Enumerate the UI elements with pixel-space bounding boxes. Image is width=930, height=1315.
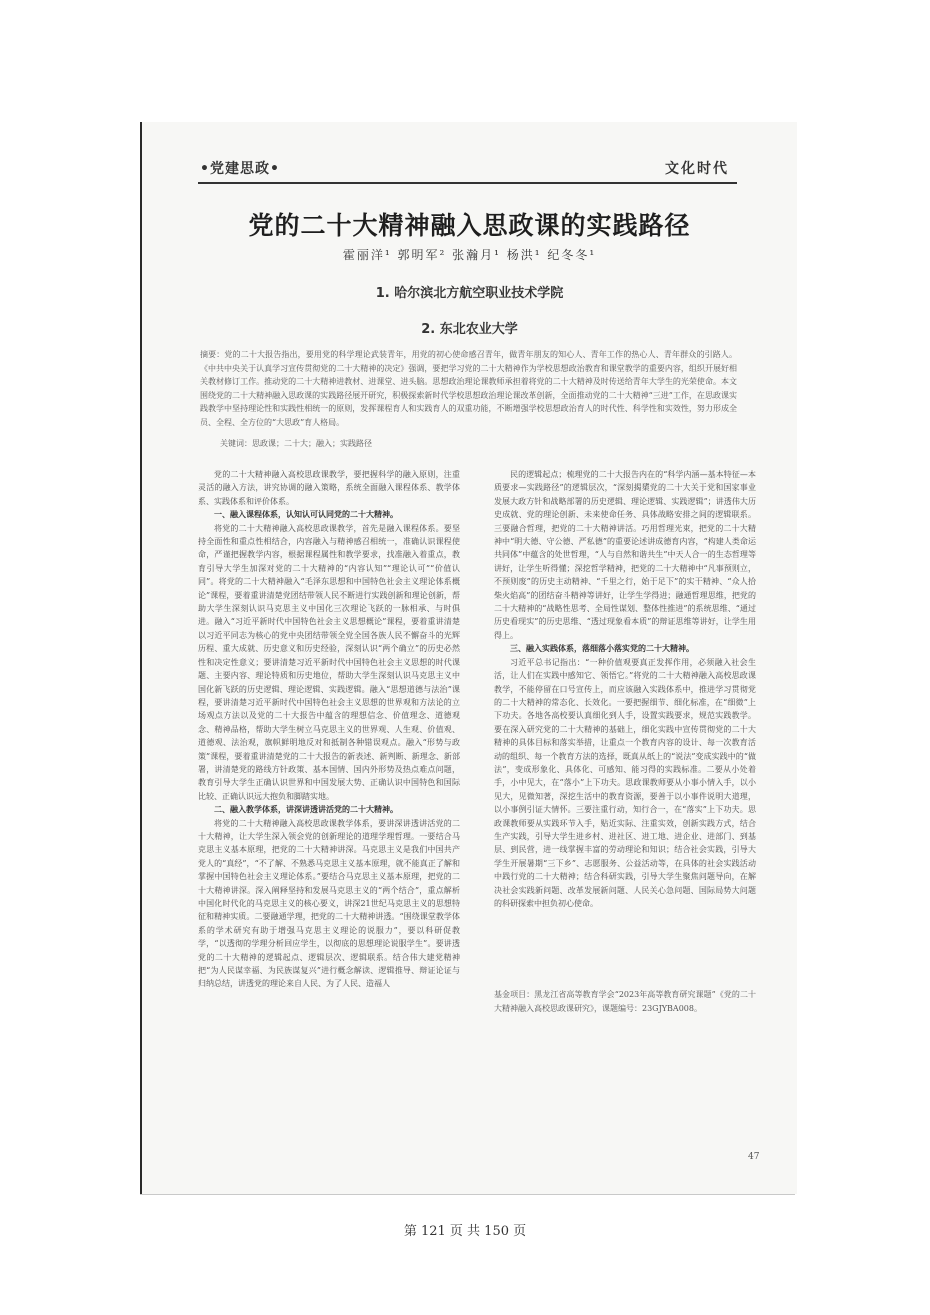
abstract: 摘要：党的二十大报告指出，要用党的科学理论武装青年，用党的初心使命感召青年，做青年朋友的知心人、青年工作的热心人、青年群众的引路人。《中共中央关于认真学习宣传贯彻党的二十大精神的决定》强调，要把学习党的二十大精神作为学校思想政治教育和课堂教学的重要内容，组织开展好相关教材修订工作。推动党的二十大精神进教材、进课堂、进头脑。思想政治理论课教师承担着将党的二十大精神及时传送给青年大学生的光荣使命。本文围绕党的二十大精神融入思政课的实践路径展开研究，积极探索新时代学校思想政治理论课改革创新，全面推动党的二十大精神“三进”工作，在思政课实践教学中坚持理论性和实践性相统一的原则，发挥课程育人和实践育人的双重功能，不断增强学校思想政治育人的时代性、科学性和实效性，努力形成全员、全程、全方位的“大思政”育人格局。 xyxy=(200,350,737,427)
body-paragraph: 将党的二十大精神融入高校思政课教学体系，要讲深讲透讲活党的二十大精神，让大学生深入领会党的创新理论的道理学理哲理。一要结合马克思主义基本原理，把党的二十大精神讲深。马克思主义是我们中国共产党人的“真经”，“不了解、不熟悉马克思主义基本原理，就不能真正了解和掌握中国特色社会主义理论体系。”要结合马克思主义基本原理，把党的二十大精神讲深。深入阐释坚持和发展马克思主义的“两个结合”，重点解析中国化时代化的马克思主义的核心要义，讲深21世纪马克思主义的思想特征和精神实质。二要融通学理，把党的二十大精神讲透。“围绕课堂教学体系的学术研究有助于增强马克思主义理论的说服力”，要以科研促教学，“以透彻的学理分析回应学生，以彻底的思想理论说服学生”。要讲透党的二十大精神的逻辑起点、逻辑层次、逻辑联系。结合伟大建党精神把“为人民谋幸福、为民族谋复兴”进行概念解读、逻辑推导、辩证论证与归纳总结，讲透党的理论来自人民、为了人民、造福人 xyxy=(198,818,460,989)
page-footer: 第 121 页 共 150 页 xyxy=(403,1224,527,1239)
section-heading: 三、融入实践体系，落细落小落实党的二十大精神。 xyxy=(510,643,694,654)
keywords: 关键词：思政课；二十大；融入；实践路径 xyxy=(220,439,372,448)
affiliation-2: 2. 东北农业大学 xyxy=(421,322,518,337)
scan-bottom-line xyxy=(140,1194,795,1195)
left-column xyxy=(198,468,460,1138)
section-heading: 一、融入课程体系，认知认可认同党的二十大精神。 xyxy=(214,509,398,520)
section-heading: 二、融入教学体系，讲深讲透讲活党的二十大精神。 xyxy=(214,804,398,815)
funding-note: 基金项目：黑龙江省高等教育学会“2023年高等教育研究课题”《党的二十大精神融入高校思政课研究》，课题编号：23GJYBA008。 xyxy=(494,990,756,1013)
body-paragraph: 将党的二十大精神融入高校思政课教学，首先是融入课程体系。要坚持全面性和重点性相结合，内容融入与精神感召相统一，准确认识课程使命，严谨把握教学内容，根据课程属性和教学要求，找准融入着重点，教育引导大学生加深对党的二十大精神的“内容认知”“理论认可”“价值认同”。将党的二十大精神融入“毛泽东思想和中国特色社会主义理论体系概论”课程，要着重讲清楚党团结带领人民不断进行实践创新和理论创新，帮助大学生深刻认识马克思主义中国化三次理论飞跃的一脉相承、与时俱进。融入“习近平新时代中国特色社会主义思想概论”课程，要着重讲清楚以习近平同志为核心的党中央团结带领全党全国各族人民不懈奋斗的光辉历程、重大成就、历史意义和历史经验，深刻认识“两个确立”的历史必然性和决定性意义；要讲清楚习近平新时代中国特色社会主义思想的时代课题、主要内容、理论特质和历史地位，帮助大学生深刻认识马克思主义中国化新飞跃的历史逻辑、理论逻辑、实践逻辑。融入“思想道德与法治”课程，要讲清楚习近平新时代中国特色社会主义思想的世界观和方法论的立场观点方法以及党的二十大报告中蕴含的理想信念、价值理念、道德观念、精神品格，帮助大学生树立马克思主义的世界观、人生观、价值观、道德观、法治观，旗帜鲜明地反对和抵制各种错误观点。融入“形势与政策”课程，要着重讲清楚党的二十大报告的新表述、新判断、新理念、新部署，讲清楚党的路线方针政策、基本国情、国内外形势及热点难点问题，教育引导大学生正确认识世界和中国发展大势、正确认识中国特色和国际比较、正确认识远大抱负和脚踏实地。 xyxy=(198,523,460,801)
article-title: 党的二十大精神融入思政课的实践路径 xyxy=(248,211,691,240)
body-paragraph: 习近平总书记指出：“一种价值观要真正发挥作用，必须融入社会生活，让人们在实践中感知它、领悟它。”将党的二十大精神融入高校思政课教学，不能停留在口号宣传上，而应该融入实践体系中，推进学习贯彻党的二十大精神的常态化、长效化。一要把握细节、细化标准，在“细微”上下功夫。各地各高校要认真细化到人手，设置实践要求，规范实践教学。要在深入研究党的二十大精神的基础上，细化实践中宣传贯彻党的二十大精神的具体目标和落实举措，让重点一个教育内容的设计、每一次教育活动的组织、每一个教育方法的选择，既真从纸上的“说法”变成实践中的“做法”，变成形象化、具体化、可感知、能习得的实践标准。二要从小处着手，小中见大，在“落小”上下功夫。思政课教师要从小事小情入手，以小见大，见微知著，深挖生活中的教育资源，要善于以小事件说明大道理，以小事例引证大情怀。三要注重行动，知行合一，在“落实”上下功夫。思政课教师要从实践环节入手，贴近实际、注重实效，创新实践方式，结合生产实践，引导大学生进乡村、进社区、进工地、进企业、进部门、到基层、到民营，进一线掌握丰富的劳动理论和知识；结合社会实践，引导大学生开展暑期“三下乡”、志愿服务、公益活动等，在具体的社会实践活动中践行党的二十大精神；结合科研实践，引导大学生聚焦问题导向，在解决社会实践新问题、改革发展新问题、人民关心急问题、国际局势大问题的科研探索中担负初心使命。 xyxy=(494,657,756,908)
inner-page-number: 47 xyxy=(748,1152,760,1162)
body-paragraph: 党的二十大精神融入高校思政课教学，要把握科学的融入原则，注重灵活的融入方法，讲究协调的融入策略，系统全面融入课程体系、教学体系、实践体系和评价体系。 xyxy=(198,470,460,506)
affiliation-1: 1. 哈尔滨北方航空职业技术学院 xyxy=(375,286,564,301)
journal-name: 文化时代 xyxy=(665,161,729,177)
body-paragraph: 民的逻辑起点；梳理党的二十大报告内在的“科学内涵—基本特征—本质要求—实践路径”的逻辑层次，“深刻揭橥党的二十大关于党和国家事业发展大政方针和战略部署的历史逻辑、理论逻辑、实践逻辑”；讲透伟大历史成就、党的理论创新、未来使命任务、具体战略安排之间的逻辑联系。三要融合哲理，把党的二十大精神讲活。巧用哲理光束，把党的二十大精神中“明大德、守公德、严私德”的重要论述讲成德育内容，“构建人类命运共同体”中蕴含的处世哲理，“人与自然和谐共生”中天人合一的生态哲理等讲好，让学生听得懂；深挖哲学精神，把党的二十大精神中“凡事预则立，不预则废”的历史主动精神、“千里之行，始于足下”的实干精神、“众人拾柴火焰高”的团结奋斗精神等讲好，让学生学得进；融通哲理思维，把党的二十大精神的“战略性思考、全局性谋划、整体性推进”的系统思维、“通过历史看现实”的历史思维、“透过现象看本质”的辩证思维等讲好，让学生用得上。 xyxy=(494,470,756,640)
header-rule xyxy=(198,182,737,184)
authors: 霍丽洋¹ 郭明军² 张瀚月¹ 杨洪¹ 纪冬冬¹ xyxy=(342,248,597,262)
right-column xyxy=(494,468,756,988)
section-label: •党建思政• xyxy=(200,161,280,177)
scanned-page xyxy=(140,122,797,1194)
